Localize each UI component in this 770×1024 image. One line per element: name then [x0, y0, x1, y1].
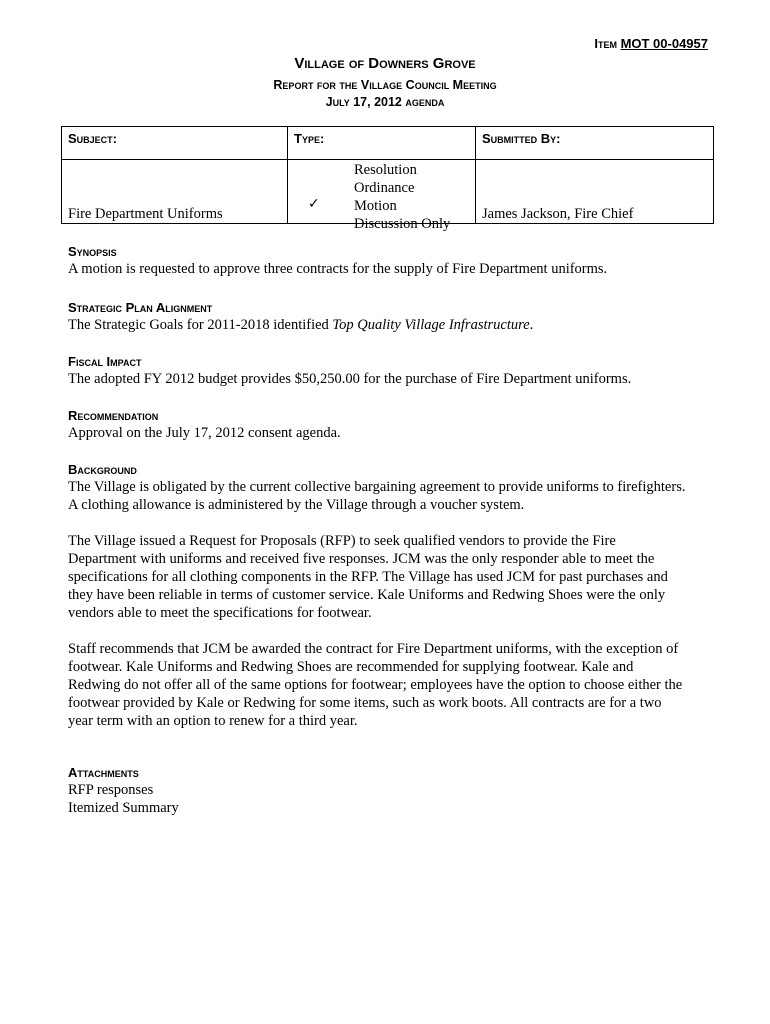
strategic-text-suffix: .	[529, 317, 534, 333]
strategic-section	[68, 300, 728, 334]
recommendation-text: Approval on the July 17, 2012 consent agenda.	[68, 425, 341, 441]
attachment-item-rfp-responses: RFP responses	[68, 782, 154, 798]
subject-cell	[62, 160, 288, 224]
type-option-resolution: Resolution	[354, 162, 417, 178]
background-p3-line: Redwing do not offer all of the same options for footwear; employees have the option to choose either the	[68, 677, 683, 693]
type-option-ordinance: Ordinance	[354, 180, 415, 196]
background-paragraph-1-line-1: The Village is obligated by the current collective bargaining agreement to provide uniforms to firefighters.	[68, 479, 686, 495]
submitted-cell	[476, 160, 714, 224]
strategic-text	[68, 316, 728, 334]
fiscal-text: The adopted FY 2012 budget provides $50,250.00 for the purchase of Fire Department uniforms.	[68, 371, 632, 387]
submitted-header: Submitted By:	[482, 131, 561, 146]
synopsis-section	[68, 244, 728, 278]
submitted-header-cell	[476, 127, 714, 160]
type-options	[354, 161, 450, 233]
item-number	[0, 36, 708, 51]
item-label: Item	[594, 36, 617, 51]
background-p3-line: footwear. Kale Uniforms and Redwing Shoes are recommended for supplying footwear. Kale and	[68, 659, 634, 675]
subject-header: Subject:	[68, 131, 118, 146]
background-paragraph-2	[68, 532, 758, 622]
agenda-date: July 17, 2012 agenda	[325, 95, 445, 109]
strategic-title: Strategic Plan Alignment	[68, 300, 213, 315]
submitted-by-value: James Jackson, Fire Chief	[482, 206, 634, 222]
type-option-motion: Motion	[354, 198, 397, 214]
subject-value: Fire Department Uniforms	[68, 206, 223, 222]
background-title: Background	[68, 462, 137, 477]
recommendation-title: Recommendation	[68, 408, 159, 423]
background-p3-line: Staff recommends that JCM be awarded the contract for Fire Department uniforms, with the exception of	[68, 641, 679, 657]
background-p2-line: they have been reliable in terms of customer service. Kale Uniforms and Redwing Shoes were the only	[68, 587, 666, 603]
fiscal-section	[68, 354, 728, 388]
type-header-cell	[288, 127, 476, 160]
attachment-item-itemized-summary: Itemized Summary	[68, 800, 179, 816]
document-subtitle: Report for the Village Council Meeting	[273, 78, 497, 92]
item-number-value: MOT 00-04957	[620, 36, 708, 51]
background-p2-line: vendors able to meet the specifications for footwear.	[68, 605, 372, 621]
background-paragraph-3	[68, 640, 758, 730]
background-p2-line: specifications for all clothing components in the RFP. The Village has used JCM for past purchases and	[68, 569, 668, 585]
strategic-text-prefix: The Strategic Goals for 2011-2018 identified	[68, 317, 333, 333]
document-title: Village of Downers Grove	[294, 55, 476, 72]
check-mark-icon: ✓	[308, 196, 320, 212]
meta-table	[61, 126, 714, 232]
type-header: Type:	[294, 131, 325, 146]
attachments-section	[68, 765, 728, 817]
background-p3-line: footwear provided by Kale or Redwing for some items, such as work boots. All contracts are for a two	[68, 695, 662, 711]
synopsis-title: Synopsis	[68, 244, 117, 259]
recommendation-section	[68, 408, 728, 442]
background-p2-line: Department with uniforms and received five responses. JCM was the only responder able to meet the	[68, 551, 655, 567]
type-option-discussion-only: Discussion Only	[354, 216, 451, 232]
fiscal-title: Fiscal Impact	[68, 354, 142, 369]
background-p2-line: The Village issued a Request for Proposals (RFP) to seek qualified vendors to provide the Fire	[68, 533, 616, 549]
background-section	[68, 462, 758, 514]
attachments-title: Attachments	[68, 765, 139, 780]
synopsis-text: A motion is requested to approve three contracts for the supply of Fire Department uniforms.	[68, 261, 608, 277]
strategic-goal: Top Quality Village Infrastructure	[332, 317, 530, 333]
subject-header-cell	[62, 127, 288, 160]
background-paragraph-1-line-2: A clothing allowance is administered by the Village through a voucher system.	[68, 497, 525, 513]
background-p3-line: year term with an option to renew for a third year.	[68, 713, 358, 729]
type-cell	[288, 160, 476, 232]
